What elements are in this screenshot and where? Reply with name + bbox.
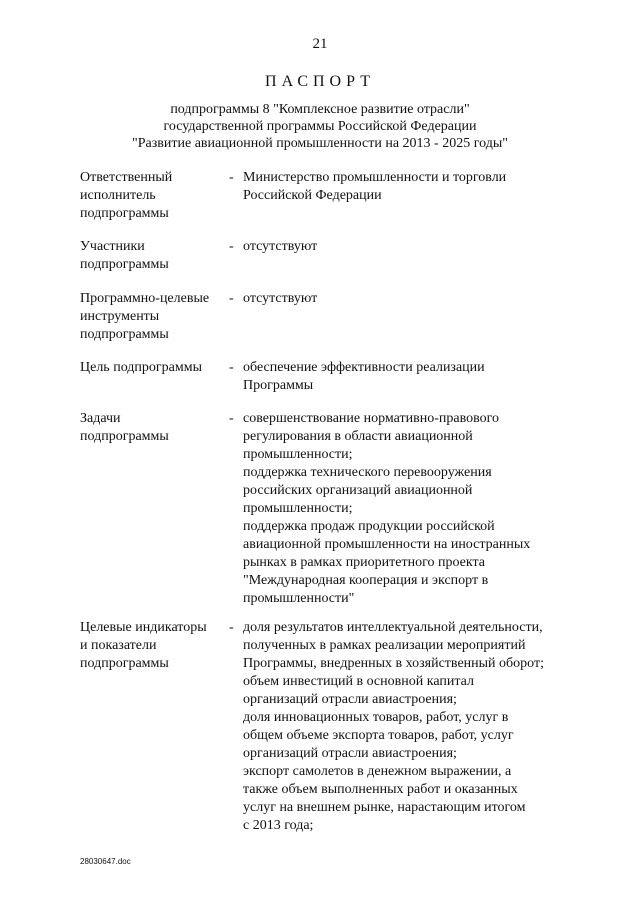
value-line: организаций отрасли авиастроения;: [243, 746, 457, 761]
row-value: [243, 359, 583, 395]
label-line: Задачи: [80, 411, 121, 426]
label-line: Ответственный: [80, 170, 173, 185]
page-number: 21: [312, 36, 328, 52]
value-line: объем инвестиций в основной капитал: [243, 674, 474, 689]
row-label: [80, 238, 230, 274]
value-line: общем объеме экспорта товаров, работ, услуг: [243, 728, 514, 743]
value-line: услуг на внешнем рынке, нарастающим итогом: [243, 800, 526, 815]
row-value: [243, 238, 583, 256]
value-line: доля инновационных товаров, работ, услуг в: [243, 710, 509, 725]
value-line: авиационной промышленности на иностранных: [243, 537, 531, 552]
value-line: полученных в рамках реализации мероприятий: [243, 638, 526, 653]
value-line: Программы: [243, 378, 314, 393]
value-line: промышленности;: [243, 447, 353, 462]
row-label: [80, 359, 230, 377]
value-line: также объем выполненных работ и оказанных: [243, 782, 518, 797]
value-line: Министерство промышленности и торговли: [243, 170, 507, 185]
value-line: совершенствование нормативно-правового: [243, 411, 500, 426]
label-line: подпрограммы: [80, 206, 169, 221]
value-line: организаций отрасли авиастроения;: [243, 692, 457, 707]
row-value: [243, 619, 583, 835]
value-line: "Международная кооперация и экспорт в: [243, 573, 489, 588]
document-subtitle: [0, 101, 640, 152]
value-line: Российской Федерации: [243, 188, 382, 203]
value-line: поддержка продаж продукции российской: [243, 519, 495, 534]
row-label: [80, 619, 230, 673]
row-label: [80, 290, 230, 344]
row-label: [80, 169, 230, 223]
label-line: и показатели: [80, 638, 157, 653]
value-line: отсутствуют: [243, 291, 318, 306]
row-value: [243, 169, 583, 205]
value-line: промышленности": [243, 591, 355, 606]
dash: -: [229, 239, 234, 254]
value-line: с 2013 года;: [243, 818, 314, 833]
label-line: подпрограммы: [80, 656, 169, 671]
value-line: поддержка технического перевооружения: [243, 465, 492, 480]
document-file-id: 28030647.doc: [80, 857, 131, 866]
value-line: рынках в рамках приоритетного проекта: [243, 555, 485, 570]
value-line: регулирования в области авиационной: [243, 429, 473, 444]
label-line: Участники: [80, 239, 145, 254]
row-value: [243, 290, 583, 308]
row-label: [80, 410, 230, 446]
value-line: российских организаций авиационной: [243, 483, 473, 498]
subtitle-line: государственной программы Российской Федерации: [163, 119, 477, 134]
label-line: подпрограммы: [80, 327, 169, 342]
subtitle-line: "Развитие авиационной промышленности на 2013 - 2025 годы": [132, 136, 508, 151]
dash: -: [229, 620, 234, 635]
document-title: ПАСПОРТ: [265, 73, 375, 90]
dash: -: [229, 360, 234, 375]
dash: -: [229, 411, 234, 426]
label-line: Целевые индикаторы: [80, 620, 207, 635]
dash: -: [229, 291, 234, 306]
value-line: обеспечение эффективности реализации: [243, 360, 485, 375]
value-line: доля результатов интеллектуальной деятельности,: [243, 620, 543, 635]
value-line: промышленности;: [243, 501, 353, 516]
row-value: [243, 410, 583, 608]
label-line: Цель подпрограммы: [80, 360, 202, 375]
dash: -: [229, 170, 234, 185]
label-line: подпрограммы: [80, 429, 169, 444]
label-line: исполнитель: [80, 188, 156, 203]
label-line: подпрограммы: [80, 257, 169, 272]
value-line: отсутствуют: [243, 239, 318, 254]
value-line: экспорт самолетов в денежном выражении, а: [243, 764, 512, 779]
value-line: Программы, внедренных в хозяйственный оборот;: [243, 656, 544, 671]
subtitle-line: подпрограммы 8 "Комплексное развитие отрасли": [170, 102, 470, 117]
label-line: Программно-целевые: [80, 291, 210, 306]
label-line: инструменты: [80, 309, 160, 324]
